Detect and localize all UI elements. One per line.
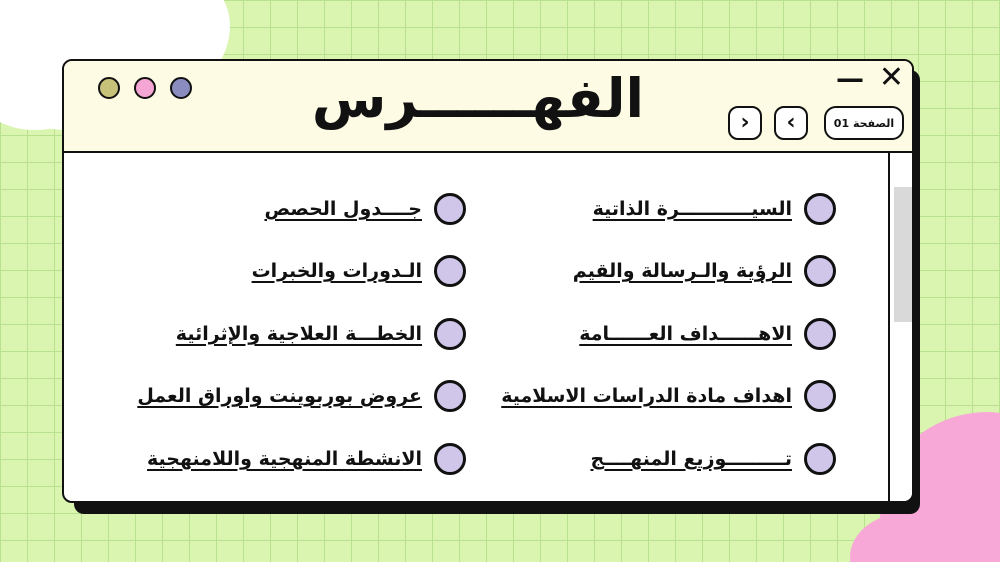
scrollbar-thumb[interactable] — [894, 187, 912, 322]
bullet-circle-icon — [804, 443, 836, 475]
menu-item-cv[interactable] — [476, 189, 836, 229]
bullet-circle-icon — [434, 255, 466, 287]
menu-item-label[interactable]: عروض بوربوينت واوراق العمل — [137, 385, 422, 407]
index-window — [62, 59, 914, 503]
page-indicator: الصفحة 01 — [824, 106, 904, 140]
menu-item-label[interactable]: السيـــــــــــرة الذاتية — [592, 198, 792, 220]
bullet-circle-icon — [434, 193, 466, 225]
menu-item-label[interactable]: جــــدول الحصص — [264, 198, 422, 220]
menu-item-presentations[interactable] — [126, 376, 466, 416]
window-titlebar — [64, 61, 912, 153]
bullet-circle-icon — [434, 443, 466, 475]
menu-item-label[interactable]: اهداف مادة الدراسات الاسلامية — [501, 385, 792, 407]
next-page-button[interactable]: › — [728, 106, 762, 140]
bullet-circle-icon — [804, 380, 836, 412]
menu-item-label[interactable]: الـدورات والخبرات — [251, 260, 422, 282]
prev-page-button[interactable]: ‹ — [774, 106, 808, 140]
menu-item-curriculum[interactable] — [476, 439, 836, 479]
menu-item-label[interactable]: الاهــــــداف العــــــامة — [579, 323, 792, 345]
bullet-circle-icon — [804, 193, 836, 225]
window-dot-yellow[interactable] — [98, 77, 120, 99]
window-dot-purple[interactable] — [170, 77, 192, 99]
bullet-circle-icon — [804, 318, 836, 350]
page-title: الفهــــــرس — [311, 67, 644, 130]
menu-item-label[interactable]: تـــــــــوزيع المنهــــج — [590, 448, 792, 470]
menu-item-label[interactable]: الخطـــة العلاجية والإثرائية — [175, 323, 422, 345]
vertical-scrollbar[interactable] — [888, 153, 912, 501]
bullet-circle-icon — [434, 318, 466, 350]
menu-item-label[interactable]: الرؤية والـرسالة والقيم — [572, 260, 792, 282]
menu-item-label[interactable]: الانشطة المنهجية واللامنهجية — [147, 448, 422, 470]
menu-item-courses[interactable] — [126, 251, 466, 291]
menu-item-general-goals[interactable] — [476, 314, 836, 354]
minimize-icon[interactable]: — — [836, 62, 864, 95]
window-dot-pink[interactable] — [134, 77, 156, 99]
menu-item-vision[interactable] — [476, 251, 836, 291]
close-icon[interactable]: ✕ — [878, 60, 904, 95]
menu-item-activities[interactable] — [126, 439, 466, 479]
bullet-circle-icon — [804, 255, 836, 287]
bullet-circle-icon — [434, 380, 466, 412]
menu-item-remedial-plan[interactable] — [126, 314, 466, 354]
menu-item-schedule[interactable] — [126, 189, 466, 229]
menu-item-subject-goals[interactable] — [476, 376, 836, 416]
